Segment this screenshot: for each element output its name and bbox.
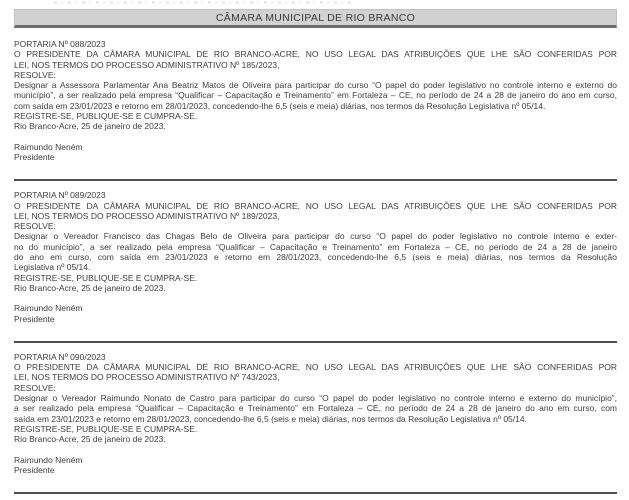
paragraph-line: Designar o Vereador Raimundo Nonato de Castro para participar do curso “O papel do poder legislativo no controle interno e externo do município”, xyxy=(14,393,617,404)
paragraph-line: O PRESIDENTE DA CÂMARA MUNICIPAL DE RIO BRANCO-ACRE, NO USO LEGAL DAS ATRIBUIÇÕES QUE LHE SÃO CONFERIDAS POR xyxy=(14,362,617,373)
paragraph-line: município”, a ser realizado pela empresa “Qualificar – Capacitação e Treinamento” em Fortaleza – CE, no período de 24 a 28 de janeiro do ano em curso, xyxy=(14,90,617,101)
signer-name: Raimundo Neném xyxy=(14,454,83,465)
paragraph-line: no do município”, a ser realizado pela empresa “Qualificar – Capacitação e Treinamento” em Fortaleza – CE, no período de 24 a 28 de janeiro xyxy=(14,241,617,252)
signer-name: Raimundo Neném xyxy=(14,141,83,152)
paragraph-line: Legislativa nº 05/14. xyxy=(14,262,91,273)
paragraph-line: com saída em 23/01/2023 e retorno em 28/01/2023, concedendo-lhe 6,5 (seis e meia) diárias, nos termos da Resolução Legislativa nº 05/14. xyxy=(14,100,546,111)
blank-line xyxy=(14,293,617,303)
paragraph-line: REGISTRE-SE, PUBLIQUE-SE E CUMPRA-SE. xyxy=(14,272,198,283)
blank-line xyxy=(14,445,617,455)
paragraph-line: Designar o Vereador Francisco das Chagas Belo de Oliveira para participar do curso “O papel do poder legislativo no controle interno e exter- xyxy=(14,231,617,242)
paragraph-line: LEI, NOS TERMOS DO PROCESSO ADMINISTRATIVO Nº 189/2023, xyxy=(14,210,280,221)
paragraph-line: RESOLVE: xyxy=(14,69,56,80)
paragraph-line: LEI, NOS TERMOS DO PROCESSO ADMINISTRATIVO Nº 743/2023, xyxy=(14,372,280,383)
institution-title: CÂMARA MUNICIPAL DE RIO BRANCO xyxy=(215,11,416,24)
portaria-number: PORTARIA Nº 089/2023 xyxy=(14,190,106,201)
portaria-number: PORTARIA Nº 088/2023 xyxy=(14,39,106,49)
paragraph-line: Designar a Assessora Parlamentar Ana Beatriz Matos de Oliveira para participar do curso “O papel do poder legislativo no controle interno e externo do xyxy=(14,80,617,91)
portaria-section xyxy=(14,190,617,324)
paragraph-line: Rio Branco-Acre, 25 de janeiro de 2023. xyxy=(14,434,166,445)
signer-name: Raimundo Neném xyxy=(14,303,83,314)
paragraph-line: LEI, NOS TERMOS DO PROCESSO ADMINISTRATIVO Nº 185/2023, xyxy=(14,59,280,70)
signer-role: Presidente xyxy=(14,464,55,475)
institution-header-bar xyxy=(14,9,617,28)
portaria-number: PORTARIA Nº 090/2023 xyxy=(14,351,106,362)
signer-role: Presidente xyxy=(14,313,55,324)
portaria-section xyxy=(14,39,617,162)
paragraph-line: REGISTRE-SE, PUBLIQUE-SE E CUMPRA-SE. xyxy=(14,111,198,122)
portarias-list xyxy=(14,39,617,494)
paragraph-line: Rio Branco-Acre, 25 de janeiro de 2023. xyxy=(14,121,166,132)
cropped-text-remnant xyxy=(54,1,354,4)
section-divider xyxy=(14,492,617,494)
paragraph-line: Rio Branco-Acre, 25 de janeiro de 2023. xyxy=(14,282,166,293)
paragraph-line: RESOLVE: xyxy=(14,382,56,393)
paragraph-line: RESOLVE: xyxy=(14,221,56,232)
section-divider xyxy=(14,179,617,181)
page-content xyxy=(14,1,617,494)
paragraph-line: do ano em curso, com saída em 23/01/2023 e retorno em 28/01/2023, concedendo-lhe 6,5 (seis e meia) diárias, nos termos da Resolução xyxy=(14,252,617,263)
paragraph-line: O PRESIDENTE DA CÂMARA MUNICIPAL DE RIO BRANCO-ACRE, NO USO LEGAL DAS ATRIBUIÇÕES QUE LHE SÃO CONFERIDAS POR xyxy=(14,49,617,60)
portaria-section xyxy=(14,352,617,475)
paragraph-line: a ser realizado pela empresa “Qualificar – Capacitação e Treinamento” em Fortaleza – CE, no período de 24 a 28 de janeiro do ano em curso, com xyxy=(14,403,617,414)
section-divider xyxy=(14,341,617,343)
paragraph-line: REGISTRE-SE, PUBLIQUE-SE E CUMPRA-SE. xyxy=(14,423,198,434)
signer-role: Presidente xyxy=(14,151,55,162)
blank-line xyxy=(14,132,617,142)
paragraph-line: saída em 23/01/2023 e retorno em 28/01/2023, concedendo-lhe 6,5 (seis e meia) diárias, nos termos da Resolução Legislativa nº 05/14. xyxy=(14,413,527,424)
paragraph-line: O PRESIDENTE DA CÂMARA MUNICIPAL DE RIO BRANCO-ACRE, NO USO LEGAL DAS ATRIBUIÇÕES QUE LHE SÃO CONFERIDAS POR xyxy=(14,200,617,211)
